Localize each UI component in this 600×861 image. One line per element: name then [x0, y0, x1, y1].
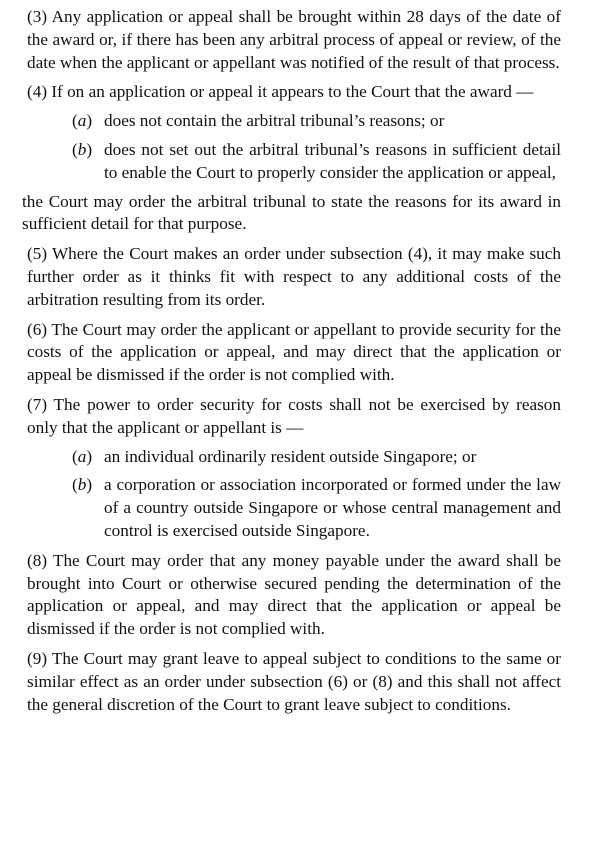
subsection-5: (5) Where the Court makes an order under subsection (4), it may make such further order as it thinks fit with respect to any additional costs of the arbitration resulting from its order.	[27, 244, 561, 309]
subsection-4-tail: the Court may order the arbitral tribunal to state the reasons for its award in sufficient detail for that purpose.	[22, 191, 561, 234]
subsection-4-item-b	[22, 139, 561, 185]
subsection-7-item-a	[22, 446, 561, 469]
subsection-3: (3) Any application or appeal shall be brought within 28 days of the date of the award or, if there has been any arbitral process of appeal or review, of the date when the applicant or appellant was notified of the result of that process.	[27, 7, 561, 72]
item-label: (b)	[72, 139, 93, 159]
item-text: does not contain the arbitral tribunal’s reasons; or	[104, 111, 445, 131]
subsection-4-item-a	[22, 110, 561, 133]
item-text: does not set out the arbitral tribunal’s reasons in sufficient detail to enable the Court to properly consider the application or appeal,	[104, 139, 561, 182]
item-text: a corporation or association incorporated or formed under the law of a country outside Singapore or whose central management and control is exercised outside Singapore.	[104, 475, 561, 540]
subsection-4-intro: (4) If on an application or appeal it appears to the Court that the award —	[27, 82, 534, 102]
item-text: an individual ordinarily resident outside Singapore; or	[104, 446, 477, 466]
subsection-7-intro: (7) The power to order security for costs shall not be exercised by reason only that the applicant or appellant is —	[27, 394, 561, 437]
statute-page	[22, 0, 561, 716]
subsection-9: (9) The Court may grant leave to appeal subject to conditions to the same or similar effect as an order under subsection (6) or (8) and this shall not affect the general discretion of the Court to grant leave subject to conditions.	[27, 648, 561, 714]
item-label: (b)	[72, 475, 93, 495]
subsection-8: (8) The Court may order that any money payable under the award shall be brought into Court or otherwise secured pending the determination of the application or appeal, and may direct that the application or appeal be dismissed if the order is not complied with.	[27, 550, 561, 639]
item-label: (a)	[72, 446, 93, 466]
subsection-7-item-b	[22, 474, 561, 542]
subsection-6: (6) The Court may order the applicant or appellant to provide security for the costs of the application or appeal, and may direct that the application or appeal be dismissed if the order is not complied with.	[27, 319, 561, 385]
item-label: (a)	[72, 111, 93, 131]
